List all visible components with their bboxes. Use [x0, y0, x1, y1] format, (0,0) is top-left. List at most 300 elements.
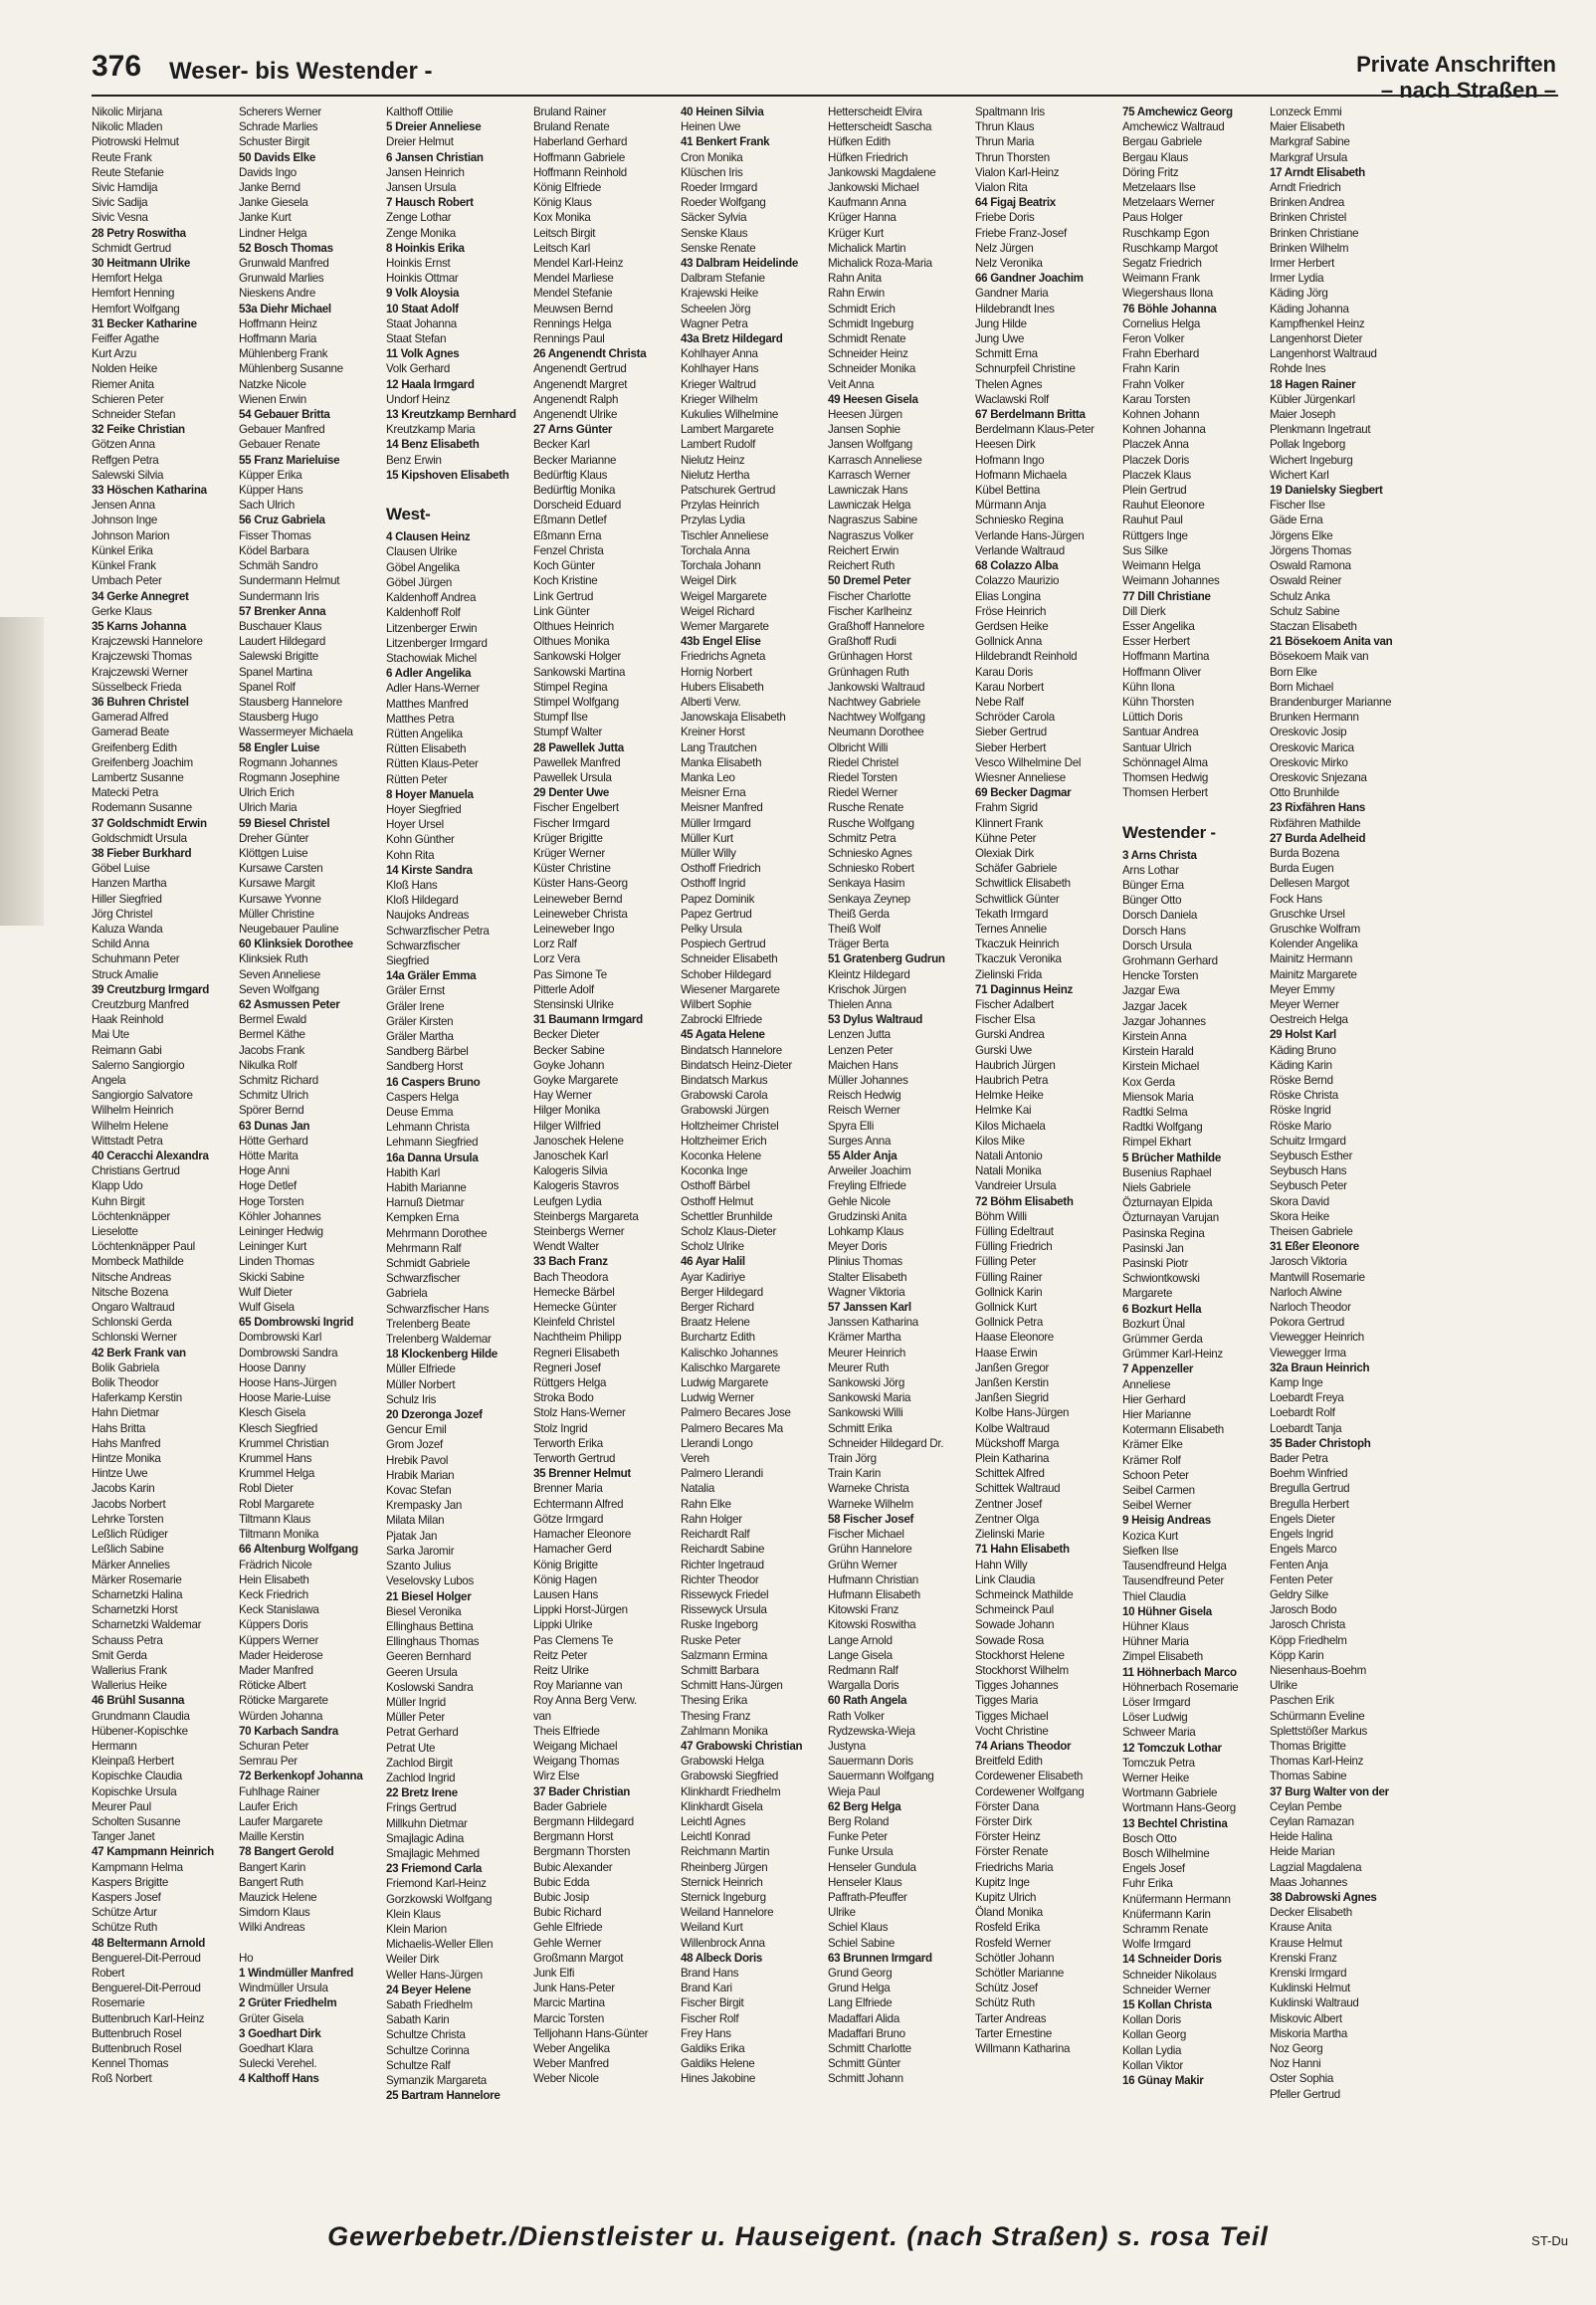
address-entry: Janßen Kerstin — [975, 1376, 1049, 1390]
address-entry: Reisch Werner — [828, 1104, 900, 1118]
address-entry: Sieber Gertrud — [975, 726, 1047, 739]
address-entry: Müller Johannes — [828, 1074, 908, 1087]
address-entry: Semrau Per — [239, 1755, 298, 1769]
address-entry: Piotrowski Helmut — [92, 135, 179, 149]
address-entry: Seybusch Esther — [1270, 1150, 1353, 1163]
address-entry: Rüttgers Inge — [1122, 528, 1188, 542]
address-entry: 2 Grüter Friedhelm — [239, 1996, 337, 2010]
address-entry: Janßen Gregor — [975, 1361, 1050, 1374]
address-entry: Säcker Sylvia — [681, 211, 747, 225]
address-entry: Schmidt Erich — [828, 302, 896, 315]
address-entry: Hrebik Pavol — [386, 1453, 449, 1467]
address-entry: Wagner Viktoria — [828, 1285, 905, 1299]
address-entry: Schmidt Renate — [828, 332, 906, 346]
address-entry: Schweer Maria — [1122, 1726, 1196, 1740]
address-entry: Tausendfreund Peter — [1122, 1574, 1224, 1588]
address-entry: Schmitz Richard — [239, 1074, 318, 1087]
address-entry: Langenhorst Dieter — [1270, 332, 1363, 346]
address-entry: Kilos Michaela — [975, 1119, 1046, 1133]
address-entry: Schmidt Ingeburg — [828, 316, 914, 330]
address-entry: Przylas Heinrich — [681, 499, 759, 513]
address-entry: Özturnayan Varujan — [1122, 1211, 1219, 1225]
address-entry: Rimpel Ekhart — [1122, 1136, 1191, 1150]
address-entry: Patschurek Gertrud — [681, 484, 776, 498]
address-entry: Rohde Ines — [1270, 362, 1326, 376]
address-entry: Markgraf Sabine — [1270, 135, 1350, 149]
address-entry: Sus Silke — [1122, 543, 1168, 557]
address-entry: Frahn Volker — [1122, 377, 1185, 391]
address-entry: Grudzinski Anita — [828, 1209, 906, 1223]
address-entry: Mantwill Rosemarie — [1270, 1270, 1365, 1284]
address-entry: Madaffari Bruno — [828, 2026, 905, 2040]
address-entry: Küpper Hans — [239, 484, 303, 498]
address-entry: Meurer Ruth — [828, 1361, 890, 1374]
address-entry: Scheelen Jörg — [681, 302, 751, 315]
address-entry: Gehle Nicole — [828, 1194, 891, 1208]
address-entry: Rennings Paul — [533, 332, 605, 346]
address-entry: Bolik Theodor — [92, 1376, 159, 1390]
address-entry — [1122, 800, 1264, 815]
address-entry: Märker Rosemarie — [92, 1572, 182, 1586]
address-entry: Jankowski Michael — [828, 181, 919, 195]
address-entry: Lehmann Siegfried — [386, 1136, 479, 1150]
address-entry: Künkel Erika — [92, 543, 153, 557]
address-entry: Krempasky Jan — [386, 1499, 462, 1513]
address-entry: Leineweber Christa — [533, 907, 628, 921]
address-entry: Pitterle Adolf — [533, 982, 594, 996]
address-entry: Brand Hans — [681, 1966, 739, 1980]
address-entry: Gurski Andrea — [975, 1028, 1045, 1042]
address-entry: 29 Holst Karl — [1270, 1028, 1336, 1042]
address-entry: Röske Christa — [1270, 1089, 1338, 1103]
address-entry: Osthoff Ingrid — [681, 877, 746, 891]
address-entry: Santuar Ulrich — [1122, 740, 1192, 754]
address-entry: Röticke Margarete — [239, 1694, 328, 1708]
address-entry: Großmann Margot — [533, 1951, 624, 1965]
address-entry: Seven Anneliese — [239, 967, 320, 981]
address-entry: 32 Feike Christian — [92, 423, 185, 437]
address-entry: Milata Milan — [386, 1514, 445, 1528]
address-entry: Wallerius Heike — [92, 1679, 167, 1693]
address-entry: Krüger Brigitte — [533, 831, 603, 845]
address-entry: Friedrichs Agneta — [681, 650, 766, 664]
address-entry: 42 Berk Frank van — [92, 1346, 186, 1360]
address-entry: 25 Bartram Hannelore — [386, 2089, 500, 2103]
address-entry: Krenski Franz — [1270, 1951, 1337, 1965]
address-entry: Michalick Roza-Maria — [828, 257, 932, 271]
address-entry: Küpper Erika — [239, 468, 302, 482]
address-entry: Santuar Andrea — [1122, 726, 1199, 739]
address-entry: Szanto Julius — [386, 1560, 452, 1573]
address-entry: Arweiler Joachim — [828, 1164, 911, 1178]
address-entry: Dorsch Hans — [1122, 924, 1186, 938]
address-entry: Kupitz Ulrich — [975, 1890, 1037, 1904]
address-entry: Steinbergs Margareta — [533, 1209, 639, 1223]
address-entry: Schmitt Charlotte — [828, 2042, 911, 2055]
address-entry: Schiel Sabine — [828, 1936, 895, 1950]
address-entry: Heide Halina — [1270, 1830, 1332, 1844]
address-entry: Gollnick Karin — [975, 1285, 1043, 1299]
address-entry: Busenius Raphael — [1122, 1165, 1212, 1179]
address-entry: Schauss Petra — [92, 1633, 163, 1647]
address-entry: Süsselbeck Frieda — [92, 680, 182, 694]
address-entry: Stockhorst Helene — [975, 1648, 1065, 1662]
address-entry: Kuklinski Helmut — [1270, 1982, 1350, 1995]
address-entry: Jansen Heinrich — [386, 165, 465, 179]
address-entry: 8 Hoyer Manuela — [386, 787, 474, 801]
address-entry: 31 Baumann Irmgard — [533, 1013, 643, 1027]
address-entry: 74 Arians Theodor — [975, 1739, 1072, 1753]
address-entry: Grabowski Siegfried — [681, 1770, 779, 1783]
address-entry: 78 Bangert Gerold — [239, 1845, 334, 1859]
address-entry: Gruschke Ursel — [1270, 907, 1345, 921]
address-entry: Gräler Ernst — [386, 984, 445, 998]
address-entry: Wulf Dieter — [239, 1285, 293, 1299]
address-entry: 64 Figaj Beatrix — [975, 196, 1056, 210]
address-entry: 21 Bösekoem Anita van — [1270, 635, 1393, 649]
address-entry: Wilbert Sophie — [681, 997, 752, 1011]
address-entry: Kübel Bettina — [975, 484, 1041, 498]
address-entry: 43b Engel Elise — [681, 635, 761, 649]
address-entry: Weiland Hannelore — [681, 1906, 774, 1920]
address-entry: Nelz Jürgen — [975, 241, 1034, 255]
address-entry: Hoyer Ursel — [386, 818, 444, 832]
address-entry: Leichtl Agnes — [681, 1814, 746, 1828]
address-entry: Neugebauer Pauline — [239, 922, 339, 936]
address-entry: Maier Elisabeth — [1270, 120, 1345, 134]
address-entry: Kühne Peter — [975, 831, 1037, 845]
address-entry: Kolbe Waltraud — [975, 1421, 1050, 1435]
address-entry: Zenge Lothar — [386, 211, 452, 225]
address-entry: Pospiech Gertrud — [681, 938, 766, 951]
address-entry: Struck Amalie — [92, 967, 158, 981]
address-entry: Kohlhayer Anna — [681, 347, 758, 361]
address-entry: Jankowski Magdalene — [828, 165, 936, 179]
page-number: 376 — [92, 50, 142, 83]
address-entry: Hahn Dietmar — [92, 1406, 159, 1420]
address-entry: Schuhmann Peter — [92, 952, 180, 966]
address-entry: Bruland Renate — [533, 120, 610, 134]
address-entry: Robl Margarete — [239, 1497, 314, 1511]
address-entry: 23 Rixfähren Hans — [1270, 801, 1366, 815]
address-entry: 11 Volk Agnes — [386, 347, 460, 361]
address-entry: Mückshoff Marga — [975, 1436, 1060, 1450]
address-entry: Tomczuk Petra — [1122, 1756, 1195, 1770]
address-entry: Schwitlick Elisabeth — [975, 877, 1071, 891]
address-entry: Laufer Erich — [239, 1799, 298, 1813]
address-entry: Nikulka Rolf — [239, 1058, 298, 1072]
address-entry: Colazzo Maurizio — [975, 574, 1060, 588]
address-entry: 45 Agata Helene — [681, 1028, 765, 1042]
address-entry: Janoschek Karl — [533, 1150, 609, 1163]
address-entry: Haberland Gerhard — [533, 135, 628, 149]
address-entry: Friebe Doris — [975, 211, 1035, 225]
address-entry: 43a Bretz Hildegard — [681, 332, 783, 346]
address-entry: 52 Bosch Thomas — [239, 241, 333, 255]
address-entry: 62 Asmussen Peter — [239, 997, 340, 1011]
address-entry: Benguerel-Dit-Perroud — [92, 1951, 201, 1965]
address-entry: Scharnetzki Horst — [92, 1603, 178, 1617]
address-entry: Fülling Edeltraut — [975, 1225, 1054, 1239]
address-entry: Janßen Siegrid — [975, 1391, 1049, 1405]
address-column-3 — [386, 105, 527, 2185]
address-entry: Justyna — [828, 1739, 866, 1753]
address-entry: Niesenhaus-Boehm — [1270, 1663, 1367, 1677]
address-entry: Graßhoff Rudi — [828, 635, 897, 649]
address-entry: Ulrich Maria — [239, 801, 298, 815]
address-entry: Kohn Günther — [386, 833, 455, 847]
address-entry: Benguerel-Dit-Perroud — [92, 1982, 201, 1995]
address-entry: Nebe Ralf — [975, 695, 1024, 709]
address-entry: Lenzen Peter — [828, 1043, 894, 1057]
address-entry: Hemfort Helga — [92, 272, 162, 286]
address-entry: Weber Manfred — [533, 2057, 609, 2071]
address-entry: Lambertz Susanne — [92, 770, 184, 784]
address-entry: Förster Dana — [975, 1799, 1040, 1813]
address-entry: Reichardt Sabine — [681, 1543, 765, 1557]
address-entry: Ködel Barbara — [239, 543, 309, 557]
address-entry: Regneri Josef — [533, 1361, 601, 1374]
address-entry: Eßmann Erna — [533, 528, 602, 542]
address-entry: Spaltmann Iris — [975, 105, 1045, 118]
address-entry: 7 Appenzeller — [1122, 1362, 1194, 1376]
address-entry: Hoyer Siegfried — [386, 802, 462, 816]
address-entry: Tausendfreund Helga — [1122, 1560, 1227, 1573]
address-entry: Hoinkis Ernst — [386, 257, 451, 271]
address-entry: 34 Gerke Annegret — [92, 589, 189, 603]
address-entry: Janssen Katharina — [828, 1316, 918, 1330]
address-entry: Weigang Michael — [533, 1739, 618, 1753]
address-entry: Bindatsch Hannelore — [681, 1043, 782, 1057]
address-entry: Johnson Marion — [92, 528, 170, 542]
address-entry: Rennings Helga — [533, 316, 612, 330]
address-entry: Tkaczuk Heinrich — [975, 938, 1060, 951]
address-entry: Krämer Martha — [828, 1331, 901, 1345]
address-entry: Kempken Erna — [386, 1211, 460, 1225]
address-entry: Lambert Margarete — [681, 423, 774, 437]
address-entry: Rissewyck Ursula — [681, 1603, 767, 1617]
address-entry: Laudert Hildegard — [239, 635, 326, 649]
address-entry: Llerandi Longo — [681, 1436, 753, 1450]
address-entry: Terworth Erika — [533, 1436, 603, 1450]
address-entry: Sankowski Jörg — [828, 1376, 904, 1390]
address-entry: Laufer Margarete — [239, 1814, 323, 1828]
address-entry: Theisen Gabriele — [1270, 1225, 1353, 1239]
address-entry: 58 Fischer Josef — [828, 1512, 914, 1526]
address-entry: Wienen Erwin — [239, 392, 306, 406]
address-entry: Mauzick Helene — [239, 1890, 317, 1904]
address-entry: Plenkmann Ingetraut — [1270, 423, 1371, 437]
address-entry: Hahs Britta — [92, 1421, 146, 1435]
address-entry: Steinbergs Werner — [533, 1225, 625, 1239]
address-entry: Zielinski Marie — [975, 1528, 1045, 1542]
address-entry: Volk Gerhard — [386, 362, 451, 376]
address-entry: Schultze Christa — [386, 2028, 466, 2042]
address-entry: Heesen Dirk — [975, 438, 1036, 452]
address-entry: Stolz Ingrid — [533, 1421, 588, 1435]
address-entry: Plein Katharina — [975, 1452, 1050, 1466]
address-entry: Rosemarie — [92, 1996, 145, 2010]
address-entry: Engels Dieter — [1270, 1512, 1335, 1526]
address-entry: Rüttgers Helga — [533, 1376, 607, 1390]
address-entry: Placzek Anna — [1122, 438, 1189, 452]
address-entry: Schmitt Johann — [828, 2072, 903, 2086]
address-entry: Galdiks Erika — [681, 2042, 745, 2055]
address-entry: Bangert Ruth — [239, 1875, 303, 1889]
address-entry: Oster Sophia — [1270, 2072, 1334, 2086]
address-entry: Plein Gertrud — [1122, 484, 1187, 498]
address-entry: Fenzel Christa — [533, 543, 604, 557]
address-entry: Rütten Peter — [386, 772, 448, 786]
address-entry: Splettstößer Markus — [1270, 1724, 1368, 1738]
address-entry: 47 Kampmann Heinrich — [92, 1845, 214, 1859]
address-entry: Hühner Klaus — [1122, 1619, 1189, 1633]
address-entry: Nagraszus Sabine — [828, 514, 917, 527]
address-entry: Kalogeris Silvia — [533, 1164, 608, 1178]
address-entry: 68 Colazzo Alba — [975, 559, 1059, 573]
address-entry: 72 Böhm Elisabeth — [975, 1194, 1074, 1208]
address-entry: Hüfken Edith — [828, 135, 891, 149]
address-entry: Geeren Bernhard — [386, 1650, 472, 1664]
address-entry: Terworth Gertrud — [533, 1452, 616, 1466]
address-entry: Fischer Irmgard — [533, 816, 610, 830]
address-entry: Rahn Anita — [828, 272, 882, 286]
address-entry: Angenendt Margret — [533, 377, 628, 391]
address-entry: Hencke Torsten — [1122, 969, 1199, 983]
address-entry: Schlonski Gerda — [92, 1316, 172, 1330]
address-entry: 3 Arns Christa — [1122, 848, 1197, 862]
address-entry: Sarka Jaromir — [386, 1544, 455, 1558]
address-entry: Jörg Christel — [92, 907, 153, 921]
address-entry: 10 Hühner Gisela — [1122, 1604, 1212, 1618]
address-entry: Gehle Elfriede — [533, 1921, 603, 1935]
address-entry: Haferkamp Kerstin — [92, 1391, 182, 1405]
address-entry: Hufmann Christian — [828, 1572, 918, 1586]
address-entry: Cornelius Helga — [1122, 316, 1200, 330]
address-entry: Bergmann Thorsten — [533, 1845, 631, 1859]
address-entry: Thomas Brigitte — [1270, 1739, 1346, 1753]
address-entry: Zabrocki Elfriede — [681, 1013, 762, 1027]
address-entry: Schuran Peter — [239, 1739, 309, 1753]
address-entry: Schettler Brunhilde — [681, 1209, 773, 1223]
address-entry: Lippki Ulrike — [533, 1618, 593, 1632]
address-entry: Otto Brunhilde — [1270, 786, 1339, 800]
address-entry: Decker Elisabeth — [1270, 1906, 1352, 1920]
address-entry: Sabath Friedhelm — [386, 1997, 473, 2011]
address-entry: Olbricht Willi — [828, 740, 889, 754]
address-entry: Scharnetzki Waldemar — [92, 1618, 202, 1632]
address-entry: Manka Elisabeth — [681, 755, 762, 769]
address-entry: 27 Burda Adelheid — [1270, 831, 1366, 845]
address-entry: Bünger Erna — [1122, 878, 1184, 892]
address-entry: Schmitt Erika — [828, 1421, 893, 1435]
address-entry: Weigang Thomas — [533, 1755, 620, 1769]
address-entry: Schmitt Barbara — [681, 1663, 759, 1677]
address-entry: Thomas Karl-Heinz — [1270, 1755, 1364, 1769]
address-entry: Thelen Agnes — [975, 377, 1043, 391]
address-entry: Simdorn Klaus — [239, 1906, 310, 1920]
address-entry: Frahm Sigrid — [975, 801, 1038, 815]
section-title-line-2: – nach Straßen – — [1380, 78, 1556, 103]
address-entry: Gräler Kirsten — [386, 1014, 454, 1028]
address-entry: Robl Dieter — [239, 1482, 294, 1496]
address-entry: Stockhorst Wilhelm — [975, 1663, 1069, 1677]
address-entry: Thesing Erika — [681, 1694, 747, 1708]
address-entry: Kolender Angelika — [1270, 938, 1358, 951]
address-entry: Markgraf Ursula — [1270, 150, 1347, 164]
address-entry: Jarosch Bodo — [1270, 1603, 1337, 1617]
address-entry: 28 Pawellek Jutta — [533, 740, 624, 754]
address-entry: Echtermann Alfred — [533, 1497, 624, 1511]
address-entry: Gollnick Kurt — [975, 1301, 1037, 1315]
address-entry: Kreiner Horst — [681, 726, 745, 739]
address-entry: Ellinghaus Bettina — [386, 1619, 474, 1633]
address-entry: Heinen Uwe — [681, 120, 741, 134]
address-entry: Koslowski Sandra — [386, 1680, 474, 1694]
address-entry: Schötler Marianne — [975, 1966, 1064, 1980]
address-entry: 12 Haala Irmgard — [386, 377, 475, 391]
address-entry: Rauhut Eleonore — [1122, 499, 1205, 513]
address-entry: Leitsch Birgit — [533, 226, 596, 240]
address-entry: 32a Braun Heinrich — [1270, 1361, 1370, 1374]
address-entry: Kalischko Johannes — [681, 1346, 778, 1360]
address-entry: Lehrke Torsten — [92, 1512, 164, 1526]
address-entry: Ho — [239, 1951, 254, 1965]
address-entry: Kohn Rita — [386, 848, 435, 862]
address-entry: Deuse Emma — [386, 1106, 454, 1119]
address-entry: 51 Gratenberg Gudrun — [828, 952, 945, 966]
address-entry: Hornig Norbert — [681, 665, 752, 679]
address-entry: Wemer Margarete — [681, 619, 769, 633]
address-entry: Born Elke — [1270, 665, 1317, 679]
address-column-6 — [828, 105, 969, 2185]
address-entry: Hoffmann Martina — [1122, 650, 1210, 664]
address-entry: 71 Daginnus Heinz — [975, 982, 1073, 996]
address-entry: Keck Friedrich — [239, 1587, 308, 1601]
address-entry: Radtki Selma — [1122, 1106, 1188, 1119]
address-entry: Janke Giesela — [239, 196, 308, 210]
address-entry: Schmitz Petra — [828, 831, 897, 845]
address-entry: Nielutz Hertha — [681, 468, 750, 482]
address-entry: Kuklinski Waltraud — [1270, 1996, 1359, 2010]
address-entry: Staczan Elisabeth — [1270, 619, 1357, 633]
address-entry: Kuhn Birgit — [92, 1194, 145, 1208]
address-entry: Natzke Nicole — [239, 377, 306, 391]
address-entry: Roy Anna Berg Verw. — [533, 1694, 637, 1708]
address-entry: Veselovsky Lubos — [386, 1574, 475, 1588]
address-entry: Kollan Georg — [1122, 2028, 1187, 2042]
address-entry: Vocht Christine — [975, 1724, 1049, 1738]
address-entry: Stimpel Wolfgang — [533, 695, 619, 709]
address-entry: Pawellek Ursula — [533, 770, 612, 784]
address-entry: 49 Heesen Gisela — [828, 392, 918, 406]
address-entry: Schild Anna — [92, 938, 149, 951]
address-entry: Scharnetzki Halina — [92, 1587, 183, 1601]
address-entry: Oswald Ramona — [1270, 559, 1351, 573]
address-entry: Angenendt Ralph — [533, 392, 619, 406]
address-entry: Kurt Arzu — [92, 347, 136, 361]
address-entry: 63 Brunnen Irmgard — [828, 1951, 932, 1965]
address-entry: Hahn Willy — [975, 1558, 1028, 1572]
address-entry: Schmitt Günter — [828, 2057, 901, 2071]
address-entry: Hiller Siegfried — [92, 892, 162, 906]
address-entry: Hier Marianne — [1122, 1408, 1191, 1422]
address-entry: Schiel Klaus — [828, 1921, 889, 1935]
address-entry: Jung Hilde — [975, 316, 1027, 330]
address-entry: Mehrmann Ralf — [386, 1241, 462, 1255]
address-entry: Lambert Rudolf — [681, 438, 756, 452]
address-entry: Smajlagic Mehmed — [386, 1846, 480, 1860]
